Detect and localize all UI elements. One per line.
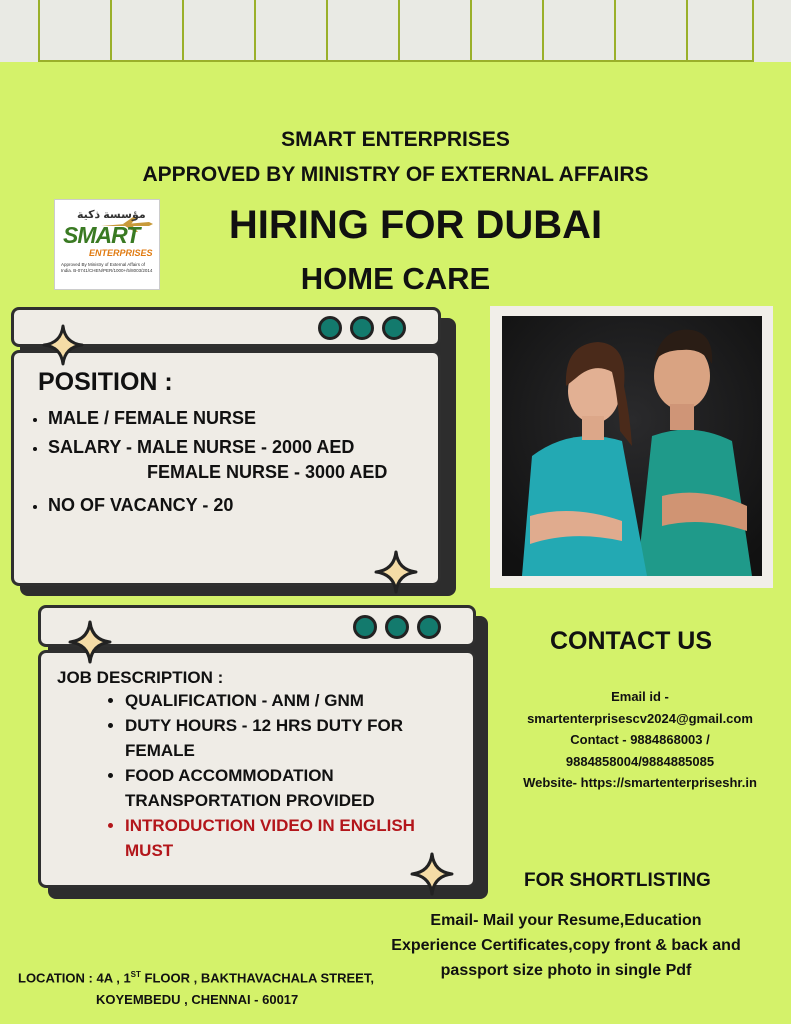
job-description-title: JOB DESCRIPTION : [57,668,224,687]
approval-line: APPROVED BY MINISTRY OF EXTERNAL AFFAIRS [142,163,649,186]
grid-frame [686,0,754,62]
sparkle-icon [374,550,418,594]
window-dot [318,316,342,340]
grid-frame [542,0,616,62]
list-item: • QUALIFICATION - ANM / GNM [125,688,465,713]
phone-line-1: Contact - 9884868003 / [570,732,710,747]
location-line-1-rest: FLOOR , BAKTHAVACHALA STREET, [140,970,374,986]
contact-title: CONTACT US [550,627,713,655]
logo-sub: ENTERPRISES [89,248,153,258]
logo-arabic: مؤسسة ذكية [77,209,146,221]
phone-line-2: 9884858004/9884885085 [565,753,715,769]
instruction-line: passport size photo in single Pdf [440,962,692,979]
category-title: HOME CARE [300,261,491,296]
contact-block [498,686,782,794]
grid-frame [470,0,544,62]
sparkle-icon [68,620,112,664]
company-logo [54,199,160,290]
job-list [107,688,465,863]
grid-frame [38,0,112,62]
list-item: • INTRODUCTION VIDEO IN ENGLISH MUST [125,813,465,863]
grid-frame [398,0,472,62]
website: Website- https://smartenterpriseshr.in [523,775,757,790]
location-line-2: KOYEMBEDU , CHENNAI - 60017 [96,992,299,1008]
list-item: • NO OF VACANCY - 20 [48,491,354,520]
email-address: smartenterprisescv2024@gmail.com [527,710,753,726]
logo-name: SMART [63,222,140,248]
grid-frame [614,0,688,62]
list-item: • MALE / FEMALE NURSE [48,404,354,433]
list-item: • DUTY HOURS - 12 HRS DUTY FOR FEMALE [125,713,465,763]
grid-frame [110,0,184,62]
list-item: • FOOD ACCOMMODATION TRANSPORTATION PROVIDED [125,763,465,813]
window-dot [382,316,406,340]
hiring-title: HIRING FOR DUBAI [228,203,603,247]
shortlisting-title: FOR SHORTLISTING [524,870,711,891]
salary-female-line: FEMALE NURSE - 3000 AED [147,462,388,482]
location-address [18,964,418,1011]
window-dot [417,615,441,639]
window-dot [353,615,377,639]
nurses-photo [502,316,762,576]
instruction-line: Experience Certificates,copy front & back and [391,937,741,954]
shortlisting-instructions [360,908,772,983]
position-title: POSITION : [38,368,173,396]
email-label: Email id - [611,689,669,704]
window-dot [350,316,374,340]
window-dot [385,615,409,639]
grid-frame [254,0,328,62]
grid-frame [182,0,256,62]
location-ordinal: ST [130,970,141,979]
logo-caption: Approved By Ministry of External Affairs of India. B-0741/CHEN/PER/1000+/5/8003/2014 [61,262,153,273]
sparkle-icon [42,324,84,366]
company-name: SMART ENTERPRISES [281,128,510,151]
list-item: • SALARY - MALE NURSE - 2000 AED [48,433,354,462]
grid-frame [326,0,400,62]
location-line-1: LOCATION : 4A , 1 [18,970,131,986]
instruction-line: Email- Mail your Resume,Education [430,912,702,929]
